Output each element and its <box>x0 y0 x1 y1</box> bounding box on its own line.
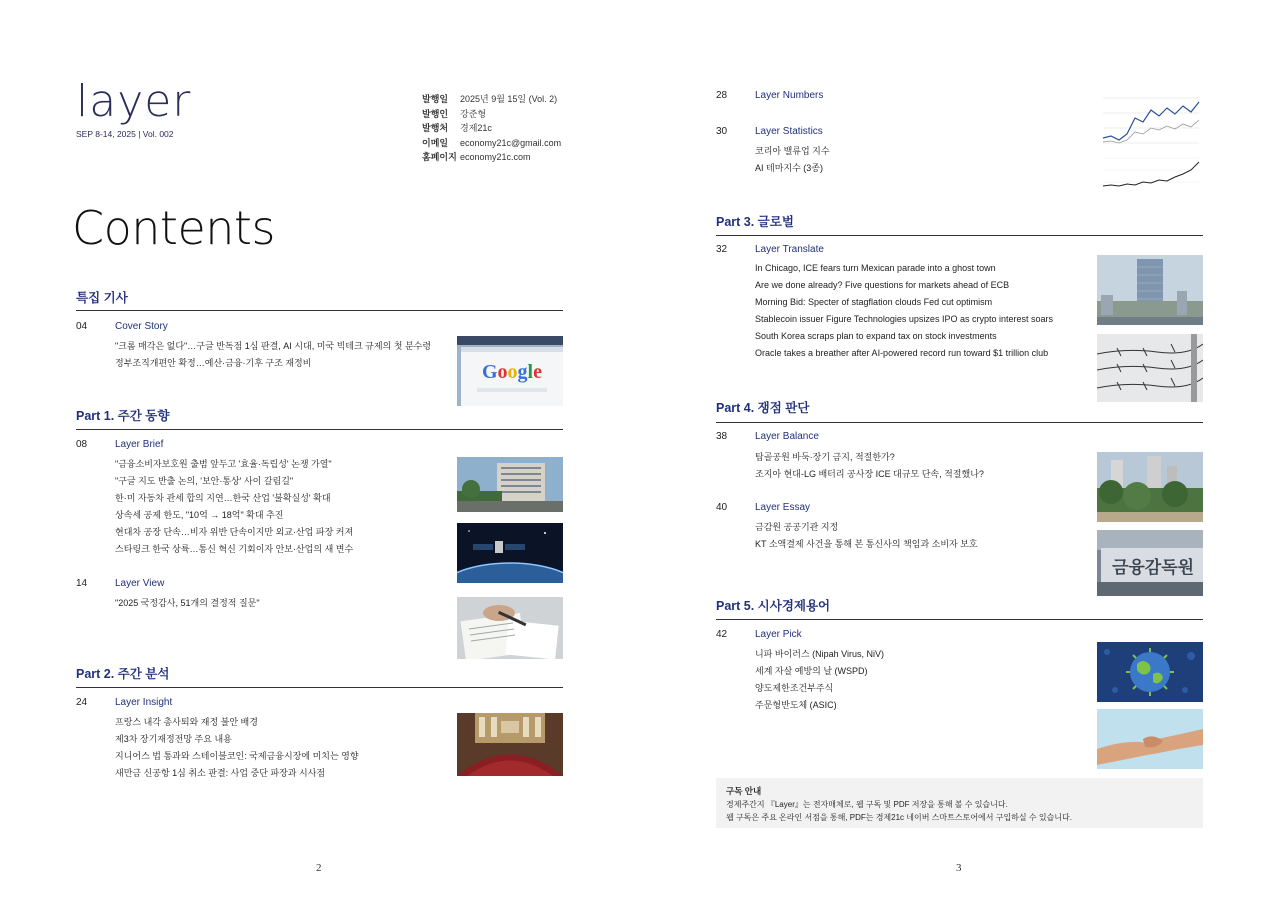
entry-page-number: 28 <box>716 90 728 101</box>
magazine-logo: layer <box>76 76 192 127</box>
entry-line[interactable]: 니파 바이러스 (Nipah Virus, NiV) <box>755 649 885 659</box>
entry-title-layer-insight[interactable]: Layer Insight <box>115 697 173 708</box>
statistics-chart-image <box>1097 88 1203 196</box>
entry-title-layer-brief[interactable]: Layer Brief <box>115 439 164 450</box>
section-head-part5: Part 5. 시사경제용어 <box>716 599 831 613</box>
colophon-row <box>422 121 561 136</box>
entry-line[interactable]: 새만금 신공항 1심 취소 판결: 사업 중단 파장과 시사점 <box>115 768 326 778</box>
colophon <box>422 92 561 165</box>
entry-line[interactable]: 코리아 밸류업 지수 <box>755 146 830 156</box>
virus-globe-image <box>1097 642 1203 702</box>
barbed-wire-image <box>1097 334 1203 402</box>
section-head-part3: Part 3. 글로벌 <box>716 215 794 229</box>
parliament-chamber-image <box>457 713 563 776</box>
entry-page-number: 32 <box>716 244 728 255</box>
entry-line[interactable]: Oracle takes a breather after AI-powered record run toward $1 trillion club <box>755 348 1049 358</box>
issue-info: SEP 8-14, 2025 | Vol. 002 <box>76 129 174 139</box>
colophon-key: 발행일 <box>422 94 449 104</box>
entry-page-number: 24 <box>76 697 88 708</box>
entry-line[interactable]: Are we done already? Five questions for markets ahead of ECB <box>755 280 1010 290</box>
entry-title-cover-story[interactable]: Cover Story <box>115 321 168 332</box>
entry-line[interactable]: 조지아 현대-LG 배터리 공사장 ICE 대규모 단속, 적절했나? <box>755 469 984 479</box>
entry-title-layer-view[interactable]: Layer View <box>115 578 165 589</box>
entry-title-layer-essay[interactable]: Layer Essay <box>755 502 811 513</box>
entry-line[interactable]: "구글 지도 반출 논의, '보안·통상' 사이 갈림길" <box>115 476 294 486</box>
google-screen-image <box>457 336 563 406</box>
entry-page-number: 40 <box>716 502 728 513</box>
svg-text:Google: Google <box>481 361 543 383</box>
entry-line[interactable]: Stablecoin issuer Figure Technologies upsizes IPO as crypto interest soars <box>755 314 1053 324</box>
page-number: 2 <box>316 862 322 874</box>
subscription-line: 웹 구독은 주요 온라인 서점을 통해, PDF는 경제21c 네이버 스마트스토어에서 구입하실 수 있습니다. <box>726 813 1072 822</box>
section-rule <box>76 429 563 430</box>
entry-line[interactable]: 탑골공원 바둑·장기 금지, 적절한가? <box>755 452 895 462</box>
entry-line[interactable]: Morning Bid: Specter of stagflation clouds Fed cut optimism <box>755 297 993 307</box>
entry-line[interactable]: AI 테마지수 (3종) <box>755 163 823 173</box>
section-rule <box>716 422 1203 423</box>
entry-page-number: 08 <box>76 439 88 450</box>
entry-title-layer-numbers[interactable]: Layer Numbers <box>755 90 824 101</box>
entry-page-number: 38 <box>716 431 728 442</box>
entry-page-number: 04 <box>76 321 88 332</box>
entry-page-number: 30 <box>716 126 728 137</box>
entry-title-layer-statistics[interactable]: Layer Statistics <box>755 126 823 137</box>
subscription-title: 구독 안내 <box>726 786 762 796</box>
entry-line[interactable]: 한·미 자동차 관세 합의 지연…한국 산업 '불확실성' 확대 <box>115 493 331 503</box>
section-rule <box>76 310 563 311</box>
entry-line[interactable]: 상속세 공제 한도, "10억 → 18억" 확대 추진 <box>115 510 284 520</box>
entry-page-number: 42 <box>716 629 728 640</box>
subscription-info-box <box>716 778 1203 828</box>
entry-line[interactable]: KT 소액결제 사건을 통해 본 통신사의 책임과 소비자 보호 <box>755 539 978 549</box>
entry-line[interactable]: 스타링크 한국 상륙…통신 혁신 기회이자 안보·산업의 새 변수 <box>115 544 354 554</box>
city-park-image <box>1097 452 1203 522</box>
entry-line[interactable]: "2025 국정감사, 51개의 결정적 질문" <box>115 598 260 608</box>
skyscraper-skyline-image <box>1097 255 1203 325</box>
government-building-image <box>457 457 563 512</box>
entry-line[interactable]: 주문형반도체 (ASIC) <box>755 700 837 710</box>
colophon-key: 발행인 <box>422 108 449 119</box>
entry-page-number: 14 <box>76 578 88 589</box>
entry-line[interactable]: 프랑스 내각 총사퇴와 재정 불안 배경 <box>115 717 258 727</box>
entry-line[interactable]: "크롬 매각은 없다"…구글 반독점 1심 판결, AI 시대, 미국 빅테크 규제의 첫 분수령 <box>115 341 432 351</box>
colophon-row <box>422 136 561 151</box>
entry-line[interactable]: 세계 자살 예방의 날 (WSPD) <box>755 666 868 676</box>
section-rule <box>716 619 1203 620</box>
section-head-part2: Part 2. 주간 분석 <box>76 667 170 681</box>
entry-line[interactable]: In Chicago, ICE fears turn Mexican parade into a ghost town <box>755 263 996 273</box>
entry-title-layer-balance[interactable]: Layer Balance <box>755 431 819 442</box>
subscription-line: 경제주간지 『Layer』는 전자매체로, 웹 구독 및 PDF 저장을 통해 볼 수 있습니다. <box>726 800 1008 809</box>
entry-line[interactable]: 정부조직개편안 확정…예산·금융·기후 구조 재정비 <box>115 358 312 368</box>
section-head-part4: Part 4. 쟁점 판단 <box>716 401 810 415</box>
colophon-row <box>422 150 561 165</box>
entry-title-layer-translate[interactable]: Layer Translate <box>755 244 824 255</box>
entry-line[interactable]: 지니어스 법 통과와 스테이블코인: 국제금융시장에 미치는 영향 <box>115 751 359 761</box>
entry-line[interactable]: South Korea scraps plan to expand tax on stock investments <box>755 331 997 341</box>
colophon-key: 이메일 <box>422 137 449 148</box>
entry-line[interactable]: 제3차 장기재정전망 주요 내용 <box>115 734 232 744</box>
entry-line[interactable]: 금감원 공공기관 지정 <box>755 522 839 532</box>
colophon-value: economy21c.com <box>460 152 531 163</box>
colophon-key: 홈페이지 <box>422 152 457 163</box>
colophon-value: 경제21c <box>460 123 492 134</box>
section-rule <box>76 687 563 688</box>
colophon-row <box>422 92 561 107</box>
colophon-row <box>422 107 561 122</box>
page-number: 3 <box>956 862 962 874</box>
entry-line[interactable]: 양도제한조건부주식 <box>755 683 834 693</box>
satellite-earth-image <box>457 523 563 583</box>
colophon-value: 강준형 <box>460 108 487 119</box>
colophon-value: 2025년 9월 15일 (Vol. 2) <box>460 94 558 104</box>
contents-title: Contents <box>72 201 275 255</box>
entry-title-layer-pick[interactable]: Layer Pick <box>755 629 802 640</box>
section-head-feature: 특집 기사 <box>76 291 128 305</box>
fss-building-sign-image <box>1097 530 1203 596</box>
section-rule <box>716 235 1203 236</box>
section-head-part1: Part 1. 주간 동향 <box>76 409 170 423</box>
entry-line[interactable]: 현대차 공장 단속…비자 위반 단속이지만 외교·산업 파장 커져 <box>115 527 354 537</box>
document-review-image <box>457 597 563 659</box>
fss-sign-text: 금융감독원 <box>1111 558 1195 578</box>
entry-line[interactable]: "금융소비자보호원 출범 앞두고 '효율·독립성' 논쟁 가열" <box>115 459 332 469</box>
colophon-value: economy21c@gmail.com <box>460 137 562 148</box>
colophon-key: 발행처 <box>422 123 449 134</box>
handshake-image <box>1097 709 1203 769</box>
